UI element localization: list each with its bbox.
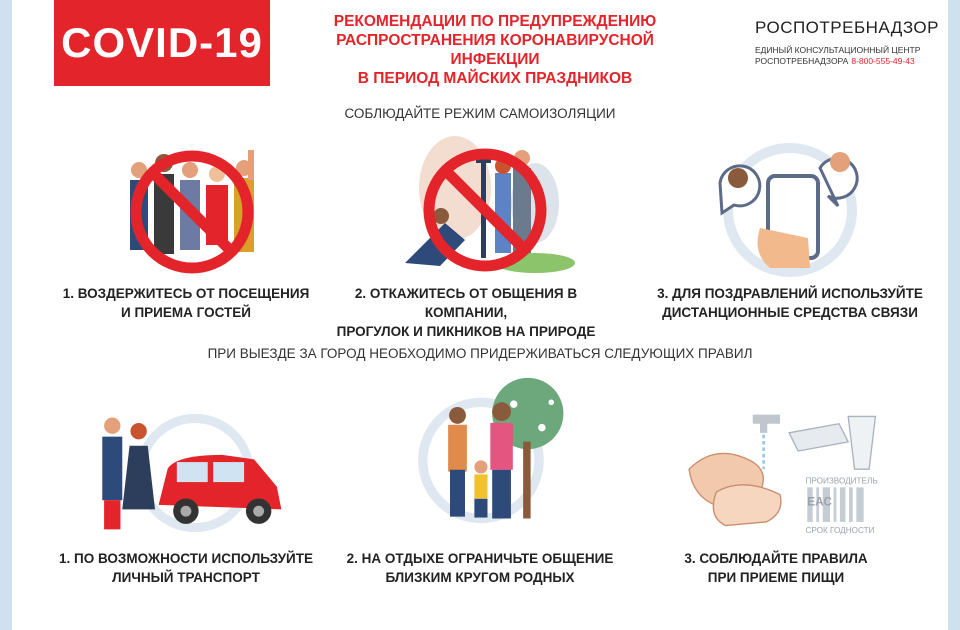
rule3-caption xyxy=(626,549,926,587)
agency-hotline xyxy=(755,56,955,67)
left-edge-stripe xyxy=(0,0,12,630)
caption-line: И ПРИЕМА ГОСТЕЙ xyxy=(121,305,251,320)
caption-line: ЛИЧНЫЙ ТРАНСПОРТ xyxy=(112,570,260,585)
step2-caption xyxy=(316,284,616,341)
title-line: РЕКОМЕНДАЦИИ ПО ПРЕДУПРЕЖДЕНИЮ xyxy=(333,13,657,30)
right-edge-stripe xyxy=(948,0,960,630)
rule1-caption xyxy=(36,549,336,587)
agency-name: РОСПОТРЕБНАДЗОР xyxy=(755,18,939,37)
hotline-phone: 8-800-555-49-43 xyxy=(851,56,915,66)
caption-line: 2. ОТКАЖИТЕСЬ ОТ ОБЩЕНИЯ В КОМПАНИИ, xyxy=(354,286,578,320)
page-title xyxy=(290,12,700,88)
hand-wash-icon xyxy=(680,396,880,546)
caption-line: 3. СОБЛЮДАЙТЕ ПРАВИЛА xyxy=(684,551,868,566)
caption-line: ДИСТАНЦИОННЫЕ СРЕДСТВА СВЯЗИ xyxy=(662,305,918,320)
step3-caption xyxy=(640,284,940,322)
caption-line: 3. ДЛЯ ПОЗДРАВЛЕНИЙ ИСПОЛЬЗУЙТЕ xyxy=(657,286,923,301)
caption-line: 1. ВОЗДЕРЖИТЕСЬ ОТ ПОСЕЩЕНИЯ xyxy=(62,286,310,301)
agency-org: РОСПОТРЕБНАДЗОРА xyxy=(755,56,849,66)
agency-center: ЕДИНЫЙ КОНСУЛЬТАЦИОННЫЙ ЦЕНТР xyxy=(755,45,921,55)
caption-line: БЛИЗКИМ КРУГОМ РОДНЫХ xyxy=(385,570,575,585)
no-guests-icon xyxy=(100,130,300,280)
no-picnic-icon xyxy=(385,128,585,278)
agency-block xyxy=(755,18,955,67)
caption-line: ПРОГУЛОК И ПИКНИКОВ НА ПРИРОДЕ xyxy=(336,324,596,339)
food-maker-label: ПРОИЗВОДИТЕЛЬ xyxy=(805,476,878,486)
family-icon xyxy=(395,376,595,526)
title-line: В ПЕРИОД МАЙСКИХ ПРАЗДНИКОВ xyxy=(357,70,633,87)
caption-line: ПРИ ПРИЕМЕ ПИЩИ xyxy=(707,570,845,585)
rule2-caption xyxy=(330,549,630,587)
section1-title: СОБЛЮДАЙТЕ РЕЖИМ САМОИЗОЛЯЦИИ xyxy=(344,106,616,121)
caption-line: 1. ПО ВОЗМОЖНОСТИ ИСПОЛЬЗУЙТЕ xyxy=(59,551,313,566)
section2-title: ПРИ ВЫЕЗДЕ ЗА ГОРОД НЕОБХОДИМО ПРИДЕРЖИВАТЬСЯ СЛЕДУЮЩИХ ПРАВИЛ xyxy=(207,346,753,361)
car-icon xyxy=(95,398,295,548)
step1-caption xyxy=(36,284,336,322)
food-expiry-label: СРОК ГОДНОСТИ xyxy=(805,525,875,535)
phone-call-icon xyxy=(690,128,890,278)
caption-line: 2. НА ОТДЫХЕ ОГРАНИЧЬТЕ ОБЩЕНИЕ xyxy=(346,551,614,566)
covid-badge: COVID-19 xyxy=(54,0,270,86)
title-line: РАСПРОСТРАНЕНИЯ КОРОНАВИРУСНОЙ ИНФЕКЦИИ xyxy=(336,32,654,68)
eac-mark: ЕАС xyxy=(807,494,832,509)
